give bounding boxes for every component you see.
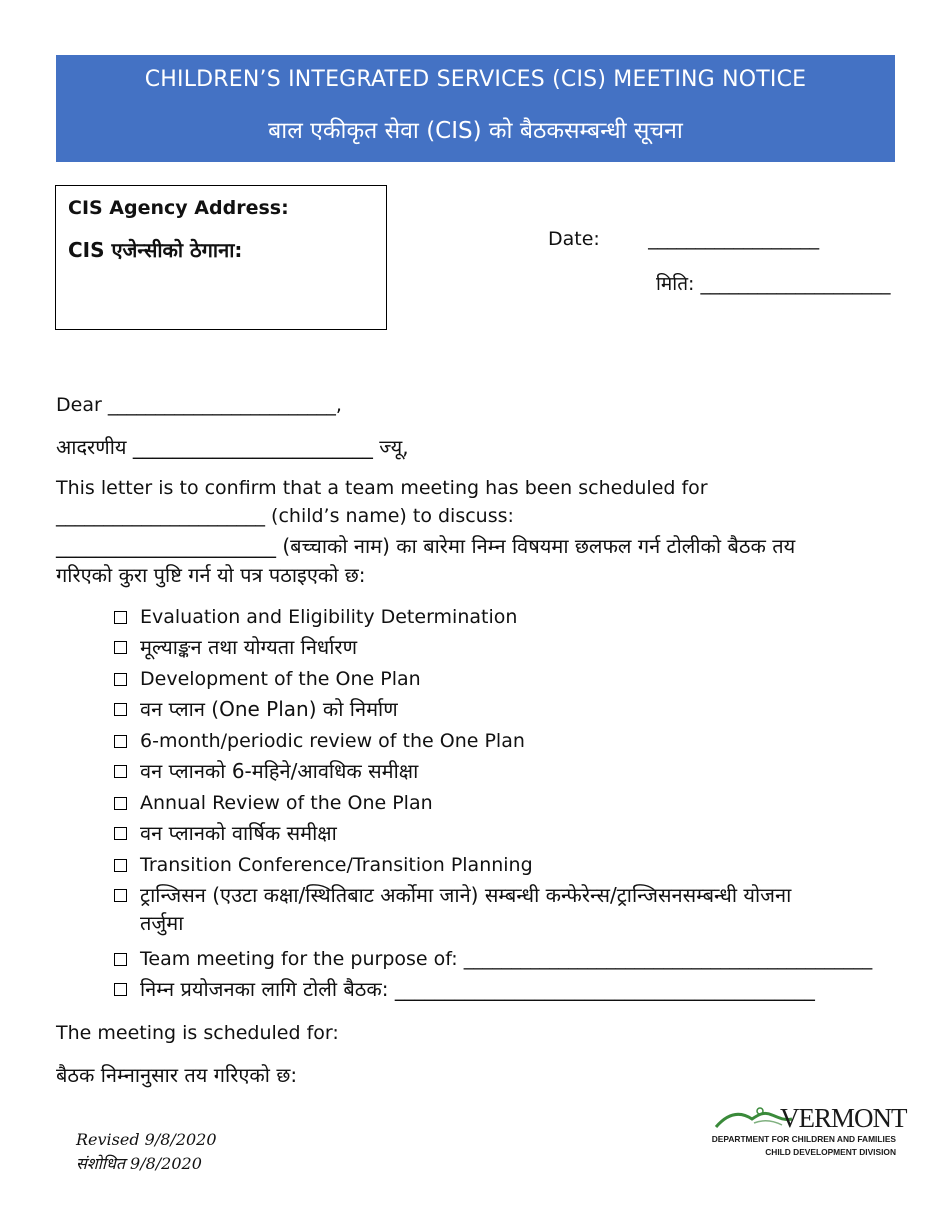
checkbox[interactable]: [114, 703, 127, 716]
scheduled-nepali: बैठक निम्नानुसार तय गरिएको छ:: [56, 1063, 298, 1087]
checklist-item-label: Annual Review of the One Plan: [140, 792, 433, 814]
checklist-item-label: Evaluation and Eligibility Determination: [140, 606, 518, 628]
salutation-english[interactable]: Dear ________________________,: [56, 394, 342, 416]
intro-line-4: गरिएको कुरा पुष्टि गर्न यो पत्र पठाइएको छ:: [56, 563, 366, 587]
checkbox[interactable]: [114, 797, 127, 810]
checkbox[interactable]: [114, 889, 127, 902]
checklist-item-label: वन प्लान (One Plan) को निर्माण: [140, 697, 398, 721]
header-banner: [56, 55, 895, 162]
agency-label-nepali: CIS एजेन्सीको ठेगाना:: [68, 238, 243, 262]
title-english: CHILDREN’S INTEGRATED SERVICES (CIS) MEETING NOTICE: [144, 67, 807, 92]
checklist-item-label: Development of the One Plan: [140, 668, 421, 690]
agency-address-box[interactable]: [55, 185, 387, 330]
intro-line-2[interactable]: ______________________ (child’s name) to discuss:: [56, 505, 514, 527]
logo-division: CHILD DEVELOPMENT DIVISION: [765, 1147, 896, 1157]
checkbox[interactable]: [114, 735, 127, 748]
intro-line-1: This letter is to confirm that a team meeting has been scheduled for: [56, 477, 708, 499]
revised-nepali: संशोधित 9/8/2020: [76, 1154, 202, 1173]
checklist-item-label: मूल्याङ्कन तथा योग्यता निर्धारण: [140, 635, 358, 659]
logo-wordmark: VERMONT: [780, 1103, 907, 1133]
salutation-nepali[interactable]: आदरणीय ________________________ ज्यू,: [56, 435, 409, 459]
scheduled-english: The meeting is scheduled for:: [56, 1022, 339, 1044]
date-field-nepali[interactable]: मिति: ____________________: [656, 273, 891, 295]
checkbox[interactable]: [114, 641, 127, 654]
checkbox[interactable]: [114, 953, 127, 966]
checklist-item-label: निम्न प्रयोजनका लागि टोली बैठक: __________________________________________: [140, 977, 815, 1001]
checklist-item-label: 6-month/periodic review of the One Plan: [140, 730, 525, 752]
title-nepali: बाल एकीकृत सेवा (CIS) को बैठकसम्बन्धी सूचना: [268, 118, 683, 144]
checklist-item-label: वन प्लानको वार्षिक समीक्षा: [140, 821, 337, 845]
checkbox[interactable]: [114, 611, 127, 624]
checkbox[interactable]: [114, 983, 127, 996]
checklist-item-label: Team meeting for the purpose of: ___________________________________________: [140, 948, 873, 970]
revised-english: Revised 9/8/2020: [76, 1130, 217, 1149]
date-field-english[interactable]: Date: __________________: [548, 228, 820, 250]
checkbox[interactable]: [114, 673, 127, 686]
checkbox[interactable]: [114, 827, 127, 840]
checklist-item-label: Transition Conference/Transition Planning: [140, 854, 533, 876]
agency-label-english: CIS Agency Address:: [68, 197, 289, 219]
vermont-dcf-logo: [708, 1103, 907, 1163]
checkbox[interactable]: [114, 765, 127, 778]
checklist-item-label: वन प्लानको 6-महिने/आवधिक समीक्षा: [140, 759, 419, 783]
revision-note: [76, 1128, 217, 1176]
intro-line-3[interactable]: ______________________ (बच्चाको नाम) का बारेमा निम्न विषयमा छलफल गर्न टोलीको बैठक तय: [56, 534, 796, 558]
checklist-item-label: ट्रान्जिसन (एउटा कक्षा/स्थितिबाट अर्कोमा जाने) सम्बन्धी कन्फेरेन्स/ट्रान्जिसनसम्बन्धी योजना तर्जुमा: [140, 883, 792, 935]
checkbox[interactable]: [114, 859, 127, 872]
logo-department: DEPARTMENT FOR CHILDREN AND FAMILIES: [711, 1134, 896, 1144]
